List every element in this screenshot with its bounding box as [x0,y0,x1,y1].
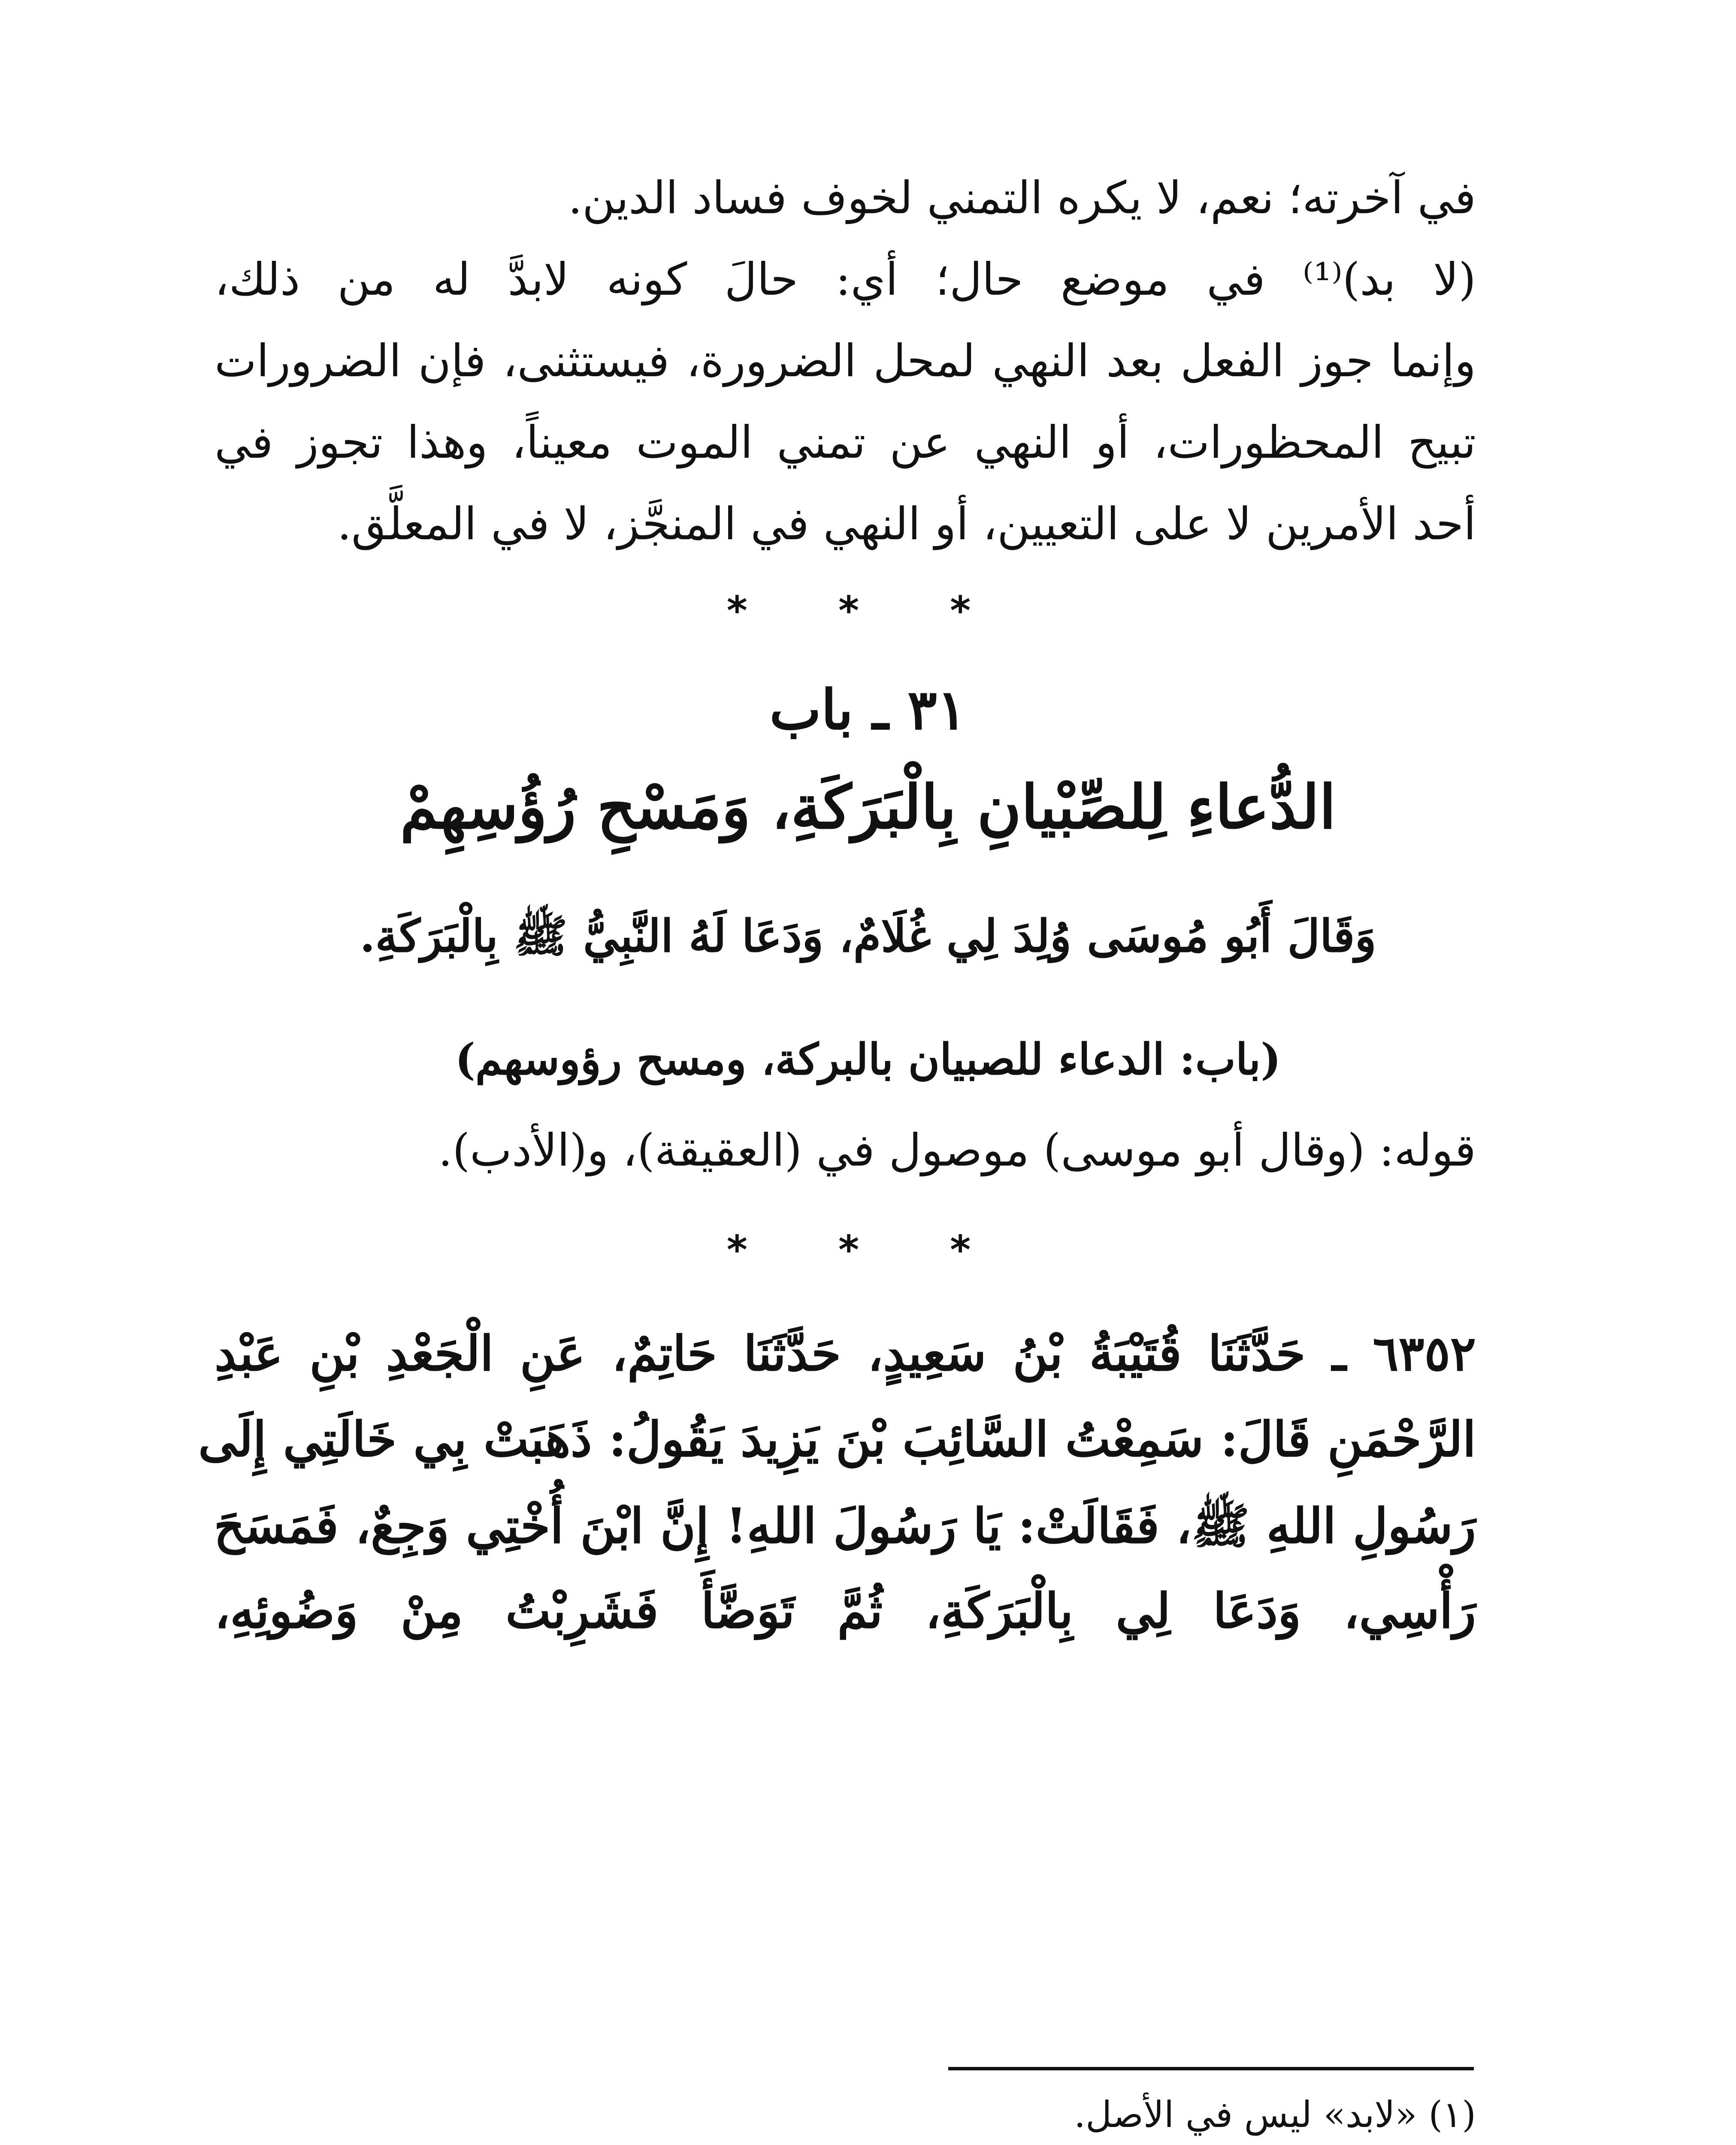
body-line-1: في آخرته؛ نعم، لا يكره التمني لخوف فساد الدين. [568,172,1476,224]
commentary-heading: (باب: الدعاء للصبيان بالبركة، ومسح رؤوسهم) [455,1034,1281,1085]
body-line-4: تبيح المحظورات، أو النهي عن تمني الموت معيناً، وهذا تجوز في [215,416,1476,468]
body-line-5: أحد الأمرين لا على التعيين، أو النهي في المنجَّز، لا في المعلَّق. [337,498,1476,550]
chapter-title: الدُّعاءِ لِلصِّبْيانِ بِالْبَرَكَةِ، وَمَسْحِ رُؤُسِهِمْ [400,772,1336,843]
body-line-3: وإنما جوز الفعل بعد النهي لمحل الضرورة، فيستثنى، فإن الضرورات [215,335,1476,387]
hadith-line-4: رَأْسِي، وَدَعَا لِي بِالْبَرَكَةِ، ثُمَّ تَوَضَّأَ فَشَرِبْتُ مِنْ وَضُوئِهِ، [215,1583,1476,1639]
hadith-line-3: رَسُولِ اللهِ ﷺ، فَقَالَتْ: يَا رَسُولَ اللهِ! إِنَّ ابْنَ أُخْتِي وَجِعٌ، فَمَسَحَ [214,1498,1476,1554]
chapter-number: ٣١ ـ باب [769,678,967,742]
body-line-2: (لا بد)⁽¹⁾ في موضع حال؛ أي: حالَ كونه لابدَّ له من ذلك، [215,253,1476,305]
footnote-separator [948,2067,1474,2070]
commentary-line: قوله: (وقال أبو موسى) موصول في (العقيقة)، و(الأدب). [438,1124,1476,1176]
hadith-line-2: الرَّحْمَنِ قَالَ: سَمِعْتُ السَّائِبَ بْنَ يَزِيدَ يَقُولُ: ذَهَبَتْ بِي خَالَتِي إِلَى [198,1411,1476,1468]
section-separator-stars: * * * [726,588,1010,634]
footnote: (١) «لابد» ليس في الأصل. [1074,2094,1476,2136]
section-separator-stars-2: * * * [726,1227,1010,1273]
chapter-quote: وَقَالَ أَبُو مُوسَى وُلِدَ لِي غُلَامٌ، وَدَعَا لَهُ النَّبِيُّ ﷺ بِالْبَرَكَةِ. [360,909,1376,962]
hadith-line-1: ٦٣٥٢ ـ حَدَّثَنَا قُتَيْبَةُ بْنُ سَعِيدٍ، حَدَّثَنَا حَاتِمٌ، عَنِ الْجَعْدِ بْنِ عَبْدِ [215,1326,1476,1382]
